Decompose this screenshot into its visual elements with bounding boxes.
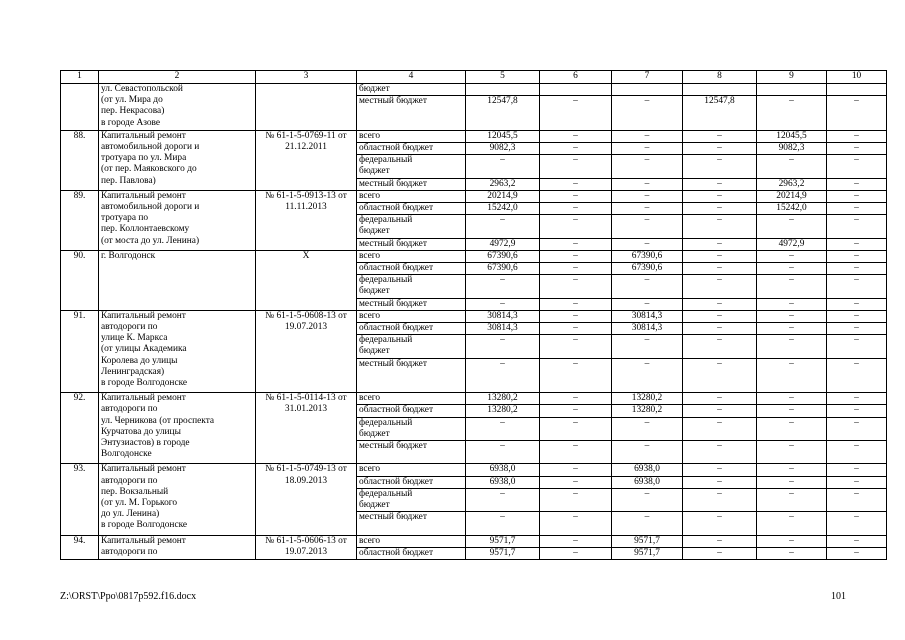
amount-cell: – <box>827 96 887 131</box>
amount-cell: – <box>827 393 887 405</box>
header-cell: 9 <box>757 71 827 84</box>
amount-cell: – <box>466 488 540 511</box>
amount-cell: – <box>683 310 757 322</box>
row-number: 94. <box>61 535 99 559</box>
amount-cell: – <box>683 512 757 535</box>
funding-source: областной бюджет <box>357 547 466 559</box>
amount-cell: – <box>540 130 612 142</box>
funding-source: всего <box>357 130 466 142</box>
amount-cell: – <box>540 441 612 464</box>
amount-cell: – <box>466 215 540 238</box>
amount-cell: – <box>757 393 827 405</box>
funding-source: федеральный бюджет <box>357 275 466 298</box>
amount-cell: 15242,0 <box>757 203 827 215</box>
amount-cell: – <box>540 405 612 417</box>
amount-cell: – <box>612 130 683 142</box>
table-row <box>61 130 887 142</box>
document-ref <box>256 84 357 131</box>
object-name: ул. Севастопольской (от ул. Мира до пер. Некрасова) в городе Азове <box>99 84 256 131</box>
amount-cell: 2963,2 <box>466 178 540 190</box>
amount-cell: – <box>757 488 827 511</box>
funding-source: всего <box>357 535 466 547</box>
amount-cell: 20214,9 <box>757 190 827 202</box>
amount-cell: – <box>683 535 757 547</box>
row-number: 88. <box>61 130 99 190</box>
amount-cell: – <box>683 215 757 238</box>
amount-cell: – <box>827 190 887 202</box>
amount-cell: 9571,7 <box>612 547 683 559</box>
amount-cell: 67390,6 <box>466 250 540 262</box>
amount-cell: – <box>612 335 683 358</box>
amount-cell: 9082,3 <box>757 143 827 155</box>
amount-cell: – <box>466 275 540 298</box>
amount-cell: – <box>540 464 612 476</box>
row-number: 92. <box>61 393 99 464</box>
amount-cell: – <box>466 441 540 464</box>
amount-cell: – <box>540 250 612 262</box>
budget-table <box>60 70 887 560</box>
amount-cell <box>683 84 757 96</box>
amount-cell: – <box>540 476 612 488</box>
funding-source: федеральный бюджет <box>357 215 466 238</box>
header-cell: 6 <box>540 71 612 84</box>
funding-source: областной бюджет <box>357 476 466 488</box>
amount-cell: – <box>540 488 612 511</box>
amount-cell: 9571,7 <box>466 535 540 547</box>
amount-cell: – <box>683 143 757 155</box>
amount-cell: – <box>612 275 683 298</box>
amount-cell: – <box>683 190 757 202</box>
file-path: Z:\ORST\Ppo\0817p592.f16.docx <box>60 591 197 602</box>
amount-cell: – <box>757 298 827 310</box>
amount-cell: 13280,2 <box>612 393 683 405</box>
header-cell: 1 <box>61 71 99 84</box>
header-cell: 3 <box>256 71 357 84</box>
header-cell: 8 <box>683 71 757 84</box>
amount-cell: – <box>683 393 757 405</box>
document-ref: № 61-1-5-0606-13 от 19.07.2013 <box>256 535 357 559</box>
amount-cell: 12547,8 <box>683 96 757 131</box>
amount-cell: – <box>827 250 887 262</box>
row-number: 89. <box>61 190 99 250</box>
amount-cell: – <box>757 215 827 238</box>
amount-cell: – <box>466 298 540 310</box>
funding-source: местный бюджет <box>357 178 466 190</box>
amount-cell: – <box>540 417 612 440</box>
amount-cell: – <box>827 275 887 298</box>
amount-cell: – <box>757 405 827 417</box>
object-name: Капитальный ремонт автодороги по пер. Вокзальный (от ул. М. Горького до ул. Ленина) в городе Волгодонске <box>99 464 256 535</box>
amount-cell: – <box>683 476 757 488</box>
amount-cell: – <box>757 96 827 131</box>
amount-cell: – <box>540 275 612 298</box>
amount-cell: 6938,0 <box>466 476 540 488</box>
amount-cell <box>540 84 612 96</box>
amount-cell <box>757 84 827 96</box>
amount-cell: – <box>612 203 683 215</box>
amount-cell: 13280,2 <box>466 405 540 417</box>
funding-source: всего <box>357 393 466 405</box>
amount-cell: – <box>540 393 612 405</box>
amount-cell: – <box>827 535 887 547</box>
amount-cell: 30814,3 <box>466 323 540 335</box>
amount-cell: – <box>612 215 683 238</box>
amount-cell: – <box>827 203 887 215</box>
amount-cell: – <box>683 155 757 178</box>
table-row <box>61 310 887 322</box>
amount-cell: – <box>827 358 887 393</box>
amount-cell: – <box>466 417 540 440</box>
amount-cell: – <box>757 155 827 178</box>
amount-cell: – <box>466 335 540 358</box>
table-row <box>61 190 887 202</box>
table-row <box>61 84 887 96</box>
funding-source: местный бюджет <box>357 238 466 250</box>
header-cell: 10 <box>827 71 887 84</box>
amount-cell: – <box>540 178 612 190</box>
header-cell: 4 <box>357 71 466 84</box>
amount-cell: 6938,0 <box>612 476 683 488</box>
object-name: Капитальный ремонт автодороги по улице К. Маркса (от улицы Академика Королева до улицы Ленинградская) в городе Волгодонске <box>99 310 256 392</box>
amount-cell: – <box>757 323 827 335</box>
amount-cell: – <box>540 238 612 250</box>
amount-cell: – <box>827 476 887 488</box>
amount-cell: – <box>612 155 683 178</box>
amount-cell: 30814,3 <box>612 323 683 335</box>
row-number: 90. <box>61 250 99 310</box>
amount-cell: 6938,0 <box>612 464 683 476</box>
table-row <box>61 464 887 476</box>
page-number: 101 <box>831 591 846 602</box>
object-name: Капитальный ремонт автомобильной дороги и тротуара по пер. Коллонтаевскому (от моста до ул. Ленина) <box>99 190 256 250</box>
funding-source: областной бюджет <box>357 263 466 275</box>
funding-source: всего <box>357 310 466 322</box>
amount-cell <box>612 84 683 96</box>
amount-cell: – <box>757 464 827 476</box>
amount-cell: 67390,6 <box>466 263 540 275</box>
amount-cell: – <box>757 547 827 559</box>
amount-cell: – <box>683 238 757 250</box>
document-page <box>60 70 862 560</box>
funding-source: местный бюджет <box>357 298 466 310</box>
amount-cell: – <box>683 441 757 464</box>
amount-cell: – <box>466 512 540 535</box>
amount-cell: – <box>757 335 827 358</box>
amount-cell: – <box>540 310 612 322</box>
funding-source: федеральный бюджет <box>357 335 466 358</box>
amount-cell: – <box>683 405 757 417</box>
amount-cell: – <box>683 464 757 476</box>
table-row <box>61 393 887 405</box>
amount-cell: – <box>683 547 757 559</box>
amount-cell: – <box>683 488 757 511</box>
amount-cell: – <box>827 512 887 535</box>
header-cell: 5 <box>466 71 540 84</box>
amount-cell: – <box>540 190 612 202</box>
amount-cell: – <box>466 155 540 178</box>
amount-cell: 13280,2 <box>466 393 540 405</box>
amount-cell: 67390,6 <box>612 263 683 275</box>
amount-cell: – <box>612 143 683 155</box>
amount-cell: – <box>683 130 757 142</box>
amount-cell: – <box>540 263 612 275</box>
document-ref: № 61-1-5-0913-13 от 11.11.2013 <box>256 190 357 250</box>
amount-cell: – <box>757 512 827 535</box>
amount-cell: – <box>612 96 683 131</box>
amount-cell: – <box>757 275 827 298</box>
amount-cell: – <box>683 323 757 335</box>
amount-cell: 4972,9 <box>466 238 540 250</box>
amount-cell: 9571,7 <box>466 547 540 559</box>
funding-source: местный бюджет <box>357 512 466 535</box>
amount-cell: – <box>683 417 757 440</box>
amount-cell: – <box>827 238 887 250</box>
funding-source: областной бюджет <box>357 323 466 335</box>
amount-cell <box>827 84 887 96</box>
amount-cell: 15242,0 <box>466 203 540 215</box>
amount-cell: – <box>683 178 757 190</box>
amount-cell: – <box>540 298 612 310</box>
object-name: Капитальный ремонт автодороги по <box>99 535 256 559</box>
amount-cell: – <box>827 263 887 275</box>
amount-cell: – <box>827 178 887 190</box>
amount-cell: – <box>612 441 683 464</box>
amount-cell: – <box>757 358 827 393</box>
amount-cell: – <box>540 96 612 131</box>
amount-cell: – <box>540 335 612 358</box>
amount-cell: – <box>827 464 887 476</box>
amount-cell: – <box>540 512 612 535</box>
table-row <box>61 535 887 547</box>
amount-cell: – <box>827 130 887 142</box>
document-ref: X <box>256 250 357 310</box>
amount-cell: – <box>540 143 612 155</box>
object-name: Капитальный ремонт автомобильной дороги и тротуара по ул. Мира (от пер. Маяковского до пер. Павлова) <box>99 130 256 190</box>
amount-cell: – <box>827 417 887 440</box>
document-ref: № 61-1-5-0769-11 от 21.12.2011 <box>256 130 357 190</box>
amount-cell: 9571,7 <box>612 535 683 547</box>
amount-cell: – <box>827 488 887 511</box>
amount-cell: – <box>612 178 683 190</box>
amount-cell: – <box>683 298 757 310</box>
object-name: Капитальный ремонт автодороги по ул. Черникова (от проспекта Курчатова до улицы Энтузиастов) в городе Волгодонске <box>99 393 256 464</box>
amount-cell: – <box>612 358 683 393</box>
amount-cell: – <box>827 155 887 178</box>
funding-source: федеральный бюджет <box>357 488 466 511</box>
amount-cell: – <box>683 335 757 358</box>
funding-source: местный бюджет <box>357 358 466 393</box>
document-ref: № 61-1-5-0608-13 от 19.07.2013 <box>256 310 357 392</box>
amount-cell: 12045,5 <box>466 130 540 142</box>
amount-cell: – <box>827 323 887 335</box>
funding-source: федеральный бюджет <box>357 155 466 178</box>
amount-cell: – <box>757 476 827 488</box>
document-ref: № 61-1-5-0749-13 от 18.09.2013 <box>256 464 357 535</box>
amount-cell: – <box>540 547 612 559</box>
amount-cell: 13280,2 <box>612 405 683 417</box>
amount-cell: – <box>827 215 887 238</box>
amount-cell: – <box>683 358 757 393</box>
funding-source: областной бюджет <box>357 143 466 155</box>
amount-cell: – <box>827 441 887 464</box>
amount-cell: 20214,9 <box>466 190 540 202</box>
header-cell: 7 <box>612 71 683 84</box>
amount-cell: – <box>612 512 683 535</box>
funding-source: всего <box>357 464 466 476</box>
amount-cell: – <box>540 535 612 547</box>
amount-cell: – <box>757 263 827 275</box>
funding-source: областной бюджет <box>357 405 466 417</box>
amount-cell: – <box>683 250 757 262</box>
amount-cell: – <box>827 310 887 322</box>
amount-cell: – <box>757 417 827 440</box>
amount-cell: – <box>612 190 683 202</box>
amount-cell: – <box>540 155 612 178</box>
amount-cell: – <box>540 203 612 215</box>
header-cell: 2 <box>99 71 256 84</box>
amount-cell: – <box>757 310 827 322</box>
document-ref: № 61-1-5-0114-13 от 31.01.2013 <box>256 393 357 464</box>
page-footer <box>60 591 846 602</box>
amount-cell: – <box>540 358 612 393</box>
header-row <box>61 71 887 84</box>
amount-cell: – <box>612 488 683 511</box>
table-row <box>61 250 887 262</box>
amount-cell: – <box>827 405 887 417</box>
row-number: 93. <box>61 464 99 535</box>
amount-cell: 12045,5 <box>757 130 827 142</box>
amount-cell: 9082,3 <box>466 143 540 155</box>
amount-cell: – <box>612 238 683 250</box>
amount-cell: – <box>827 143 887 155</box>
funding-source: всего <box>357 250 466 262</box>
row-number: 91. <box>61 310 99 392</box>
funding-source: местный бюджет <box>357 96 466 131</box>
amount-cell: – <box>757 535 827 547</box>
funding-source: всего <box>357 190 466 202</box>
amount-cell: – <box>683 203 757 215</box>
funding-source: местный бюджет <box>357 441 466 464</box>
funding-source: областной бюджет <box>357 203 466 215</box>
amount-cell: – <box>540 323 612 335</box>
amount-cell: – <box>540 215 612 238</box>
amount-cell: – <box>683 275 757 298</box>
amount-cell: 30814,3 <box>612 310 683 322</box>
amount-cell: – <box>757 441 827 464</box>
amount-cell: 67390,6 <box>612 250 683 262</box>
amount-cell: 2963,2 <box>757 178 827 190</box>
amount-cell: – <box>612 417 683 440</box>
object-name: г. Волгодонск <box>99 250 256 310</box>
amount-cell: – <box>827 335 887 358</box>
amount-cell: 6938,0 <box>466 464 540 476</box>
amount-cell: – <box>757 250 827 262</box>
funding-source: федеральный бюджет <box>357 417 466 440</box>
funding-source: бюджет <box>357 84 466 96</box>
amount-cell: – <box>466 358 540 393</box>
amount-cell: 30814,3 <box>466 310 540 322</box>
amount-cell: 4972,9 <box>757 238 827 250</box>
amount-cell: – <box>683 263 757 275</box>
amount-cell: – <box>827 547 887 559</box>
amount-cell: – <box>827 298 887 310</box>
row-number <box>61 84 99 131</box>
amount-cell: 12547,8 <box>466 96 540 131</box>
amount-cell <box>466 84 540 96</box>
amount-cell: – <box>612 298 683 310</box>
